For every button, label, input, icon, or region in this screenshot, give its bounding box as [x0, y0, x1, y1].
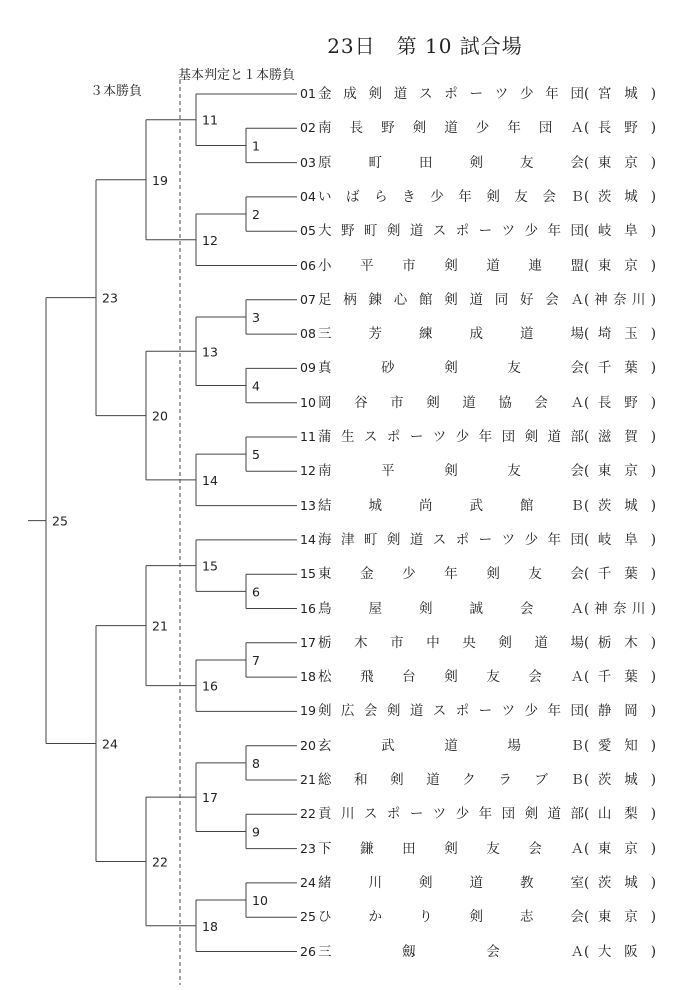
team-number: 24 [300, 874, 316, 890]
team-number: 26 [300, 943, 316, 959]
team-prefecture: ( 神 奈 川 ) [584, 291, 656, 308]
team-name: 金 成 剣 道 ス ポ ー ツ 少 年 団 [318, 86, 584, 102]
team-number: 21 [300, 772, 316, 787]
bracket-lines [28, 94, 297, 952]
team-row [300, 941, 656, 963]
team-row [300, 529, 656, 551]
match-number: 18 [202, 918, 218, 934]
team-prefecture: ( 千 葉 ) [584, 669, 656, 686]
team-row [300, 735, 656, 757]
team-row [300, 598, 656, 620]
team-row [300, 289, 656, 311]
team-number: 05 [300, 223, 316, 239]
match-number: 24 [102, 736, 118, 752]
match-number: 2 [252, 207, 260, 223]
team-name: 松 飛 台 剣 友 会 Ａ [318, 669, 584, 686]
team-name: 岡 谷 市 剣 道 協 会 Ａ [318, 394, 584, 411]
team-row [300, 83, 656, 105]
team-number: 01 [300, 86, 316, 101]
team-row [300, 255, 656, 277]
team-row [300, 426, 656, 448]
team-name: 蒲 生 ス ポ ー ツ 少 年 団 剣 道 部 [318, 429, 584, 445]
team-prefecture: ( 埼 玉 ) [584, 326, 656, 343]
team-row [300, 872, 656, 894]
team-prefecture: ( 愛 知 ) [584, 737, 656, 754]
match-number: 17 [202, 790, 218, 806]
team-prefecture: ( 岐 阜 ) [584, 531, 656, 548]
match-number: 9 [252, 824, 260, 840]
team-name: 三 芳 練 成 道 場 [318, 326, 584, 343]
match-number: 7 [252, 652, 260, 668]
team-name: 玄 武 道 場 Ｂ [318, 737, 584, 754]
team-name: 鳥 屋 剣 誠 会 Ａ [318, 600, 584, 617]
team-name: 総 和 剣 道 ク ラ ブ Ｂ [318, 772, 584, 788]
team-prefecture: ( 宮 城 ) [584, 86, 656, 102]
team-prefecture: ( 山 梨 ) [584, 806, 656, 823]
team-prefecture: ( 東 京 ) [584, 154, 656, 171]
team-number: 18 [300, 669, 316, 685]
team-prefecture: ( 茨 城 ) [584, 188, 656, 205]
match-number: 21 [152, 618, 168, 634]
team-row [300, 392, 656, 414]
match-number: 6 [252, 584, 260, 600]
team-name: 東 金 少 年 剣 友 会 [318, 566, 584, 583]
team-prefecture: ( 静 岡 ) [584, 703, 656, 720]
team-row [300, 220, 656, 242]
team-number: 04 [300, 188, 316, 204]
team-name: 南 平 剣 友 会 [318, 463, 584, 480]
team-number: 15 [300, 566, 316, 582]
team-number: 09 [300, 360, 316, 376]
team-name: 足 柄 錬 心 館 剣 道 同 好 会 Ａ [318, 291, 584, 308]
team-name: 三 劔 会 Ａ [318, 943, 584, 960]
team-name: ひ か り 剣 志 会 [318, 909, 584, 926]
team-number: 20 [300, 737, 316, 753]
team-number: 06 [300, 257, 316, 273]
team-row [300, 838, 656, 860]
team-prefecture: ( 東 京 ) [584, 463, 656, 480]
team-row [300, 323, 656, 345]
team-name: 緒 川 剣 道 教 室 [318, 874, 584, 891]
team-number: 10 [300, 394, 316, 410]
team-row [300, 460, 656, 482]
match-number: 25 [52, 513, 68, 529]
match-number: 3 [252, 309, 260, 325]
team-prefecture: ( 千 葉 ) [584, 566, 656, 583]
team-number: 12 [300, 463, 316, 479]
team-prefecture: ( 長 野 ) [584, 120, 656, 137]
team-name: 海 津 町 剣 道 ス ポ ー ツ 少 年 団 [318, 531, 584, 548]
team-number: 13 [300, 497, 316, 513]
team-prefecture: ( 茨 城 ) [584, 497, 656, 514]
team-prefecture: ( 大 阪 ) [584, 943, 656, 960]
team-name: 原 町 田 剣 友 会 [318, 154, 584, 171]
match-number: 15 [202, 558, 218, 574]
team-name: 真 砂 剣 友 会 [318, 360, 584, 377]
team-prefecture: ( 神 奈 川 ) [584, 600, 656, 617]
team-number: 08 [300, 326, 316, 342]
team-row [300, 186, 656, 208]
team-prefecture: ( 東 京 ) [584, 257, 656, 274]
match-number: 16 [202, 678, 218, 694]
team-row [300, 632, 656, 654]
team-prefecture: ( 茨 城 ) [584, 772, 656, 788]
match-number: 19 [152, 172, 168, 188]
match-number: 13 [202, 344, 218, 360]
match-number: 23 [102, 290, 118, 306]
team-row [300, 666, 656, 688]
team-name: 大 野 町 剣 道 ス ポ ー ツ 少 年 団 [318, 223, 584, 240]
team-prefecture: ( 茨 城 ) [584, 874, 656, 891]
team-number: 16 [300, 600, 316, 616]
match-number: 1 [252, 138, 260, 154]
team-row [300, 563, 656, 585]
team-row [300, 803, 656, 825]
team-row [300, 700, 656, 722]
team-prefecture: ( 東 京 ) [584, 840, 656, 857]
team-row [300, 769, 656, 791]
team-number: 11 [300, 429, 316, 444]
team-row [300, 152, 656, 174]
team-number: 25 [300, 909, 316, 925]
match-number: 20 [152, 408, 168, 424]
team-number: 14 [300, 531, 316, 547]
team-number: 02 [300, 120, 316, 136]
team-row [300, 117, 656, 139]
label-basic-judgement: 基本判定と１本勝負 [178, 68, 296, 83]
match-number: 12 [202, 232, 218, 248]
team-prefecture: ( 東 京 ) [584, 909, 656, 926]
team-prefecture: ( 栃 木 ) [584, 634, 656, 651]
label-three-point-match: ３本勝負 [90, 84, 143, 99]
team-number: 03 [300, 154, 316, 170]
match-number: 4 [252, 378, 260, 394]
match-number: 10 [252, 893, 268, 909]
team-name: 貢 川 ス ポ ー ツ 少 年 団 剣 道 部 [318, 806, 584, 823]
team-number: 23 [300, 840, 316, 856]
team-name: 剣 広 会 剣 道 ス ポ ー ツ 少 年 団 [318, 703, 584, 720]
team-prefecture: ( 岐 阜 ) [584, 223, 656, 240]
team-name: 南 長 野 剣 道 少 年 団 Ａ [318, 120, 584, 137]
match-number: 11 [202, 112, 218, 128]
team-number: 19 [300, 703, 316, 719]
team-name: 小 平 市 剣 道 連 盟 [318, 257, 584, 274]
team-row [300, 495, 656, 517]
team-prefecture: ( 千 葉 ) [584, 360, 656, 377]
team-name: 結 城 尚 武 館 Ｂ [318, 497, 584, 514]
team-name: 下 鎌 田 剣 友 会 Ａ [318, 840, 584, 857]
match-number: 22 [152, 854, 168, 870]
team-number: 07 [300, 291, 316, 307]
match-number: 5 [252, 447, 260, 463]
team-row [300, 906, 656, 928]
team-row [300, 357, 656, 379]
team-number: 17 [300, 634, 316, 650]
team-prefecture: ( 長 野 ) [584, 394, 656, 411]
team-name: 栃 木 市 中 央 剣 道 場 [318, 634, 584, 651]
team-prefecture: ( 滋 賀 ) [584, 429, 656, 445]
match-labels [52, 113, 268, 934]
match-number: 14 [202, 472, 218, 488]
match-number: 8 [252, 755, 260, 771]
page-title: 23日 第 10 試合場 [327, 34, 523, 58]
team-name: い ば ら き 少 年 剣 友 会 Ｂ [318, 188, 584, 205]
team-number: 22 [300, 806, 316, 822]
